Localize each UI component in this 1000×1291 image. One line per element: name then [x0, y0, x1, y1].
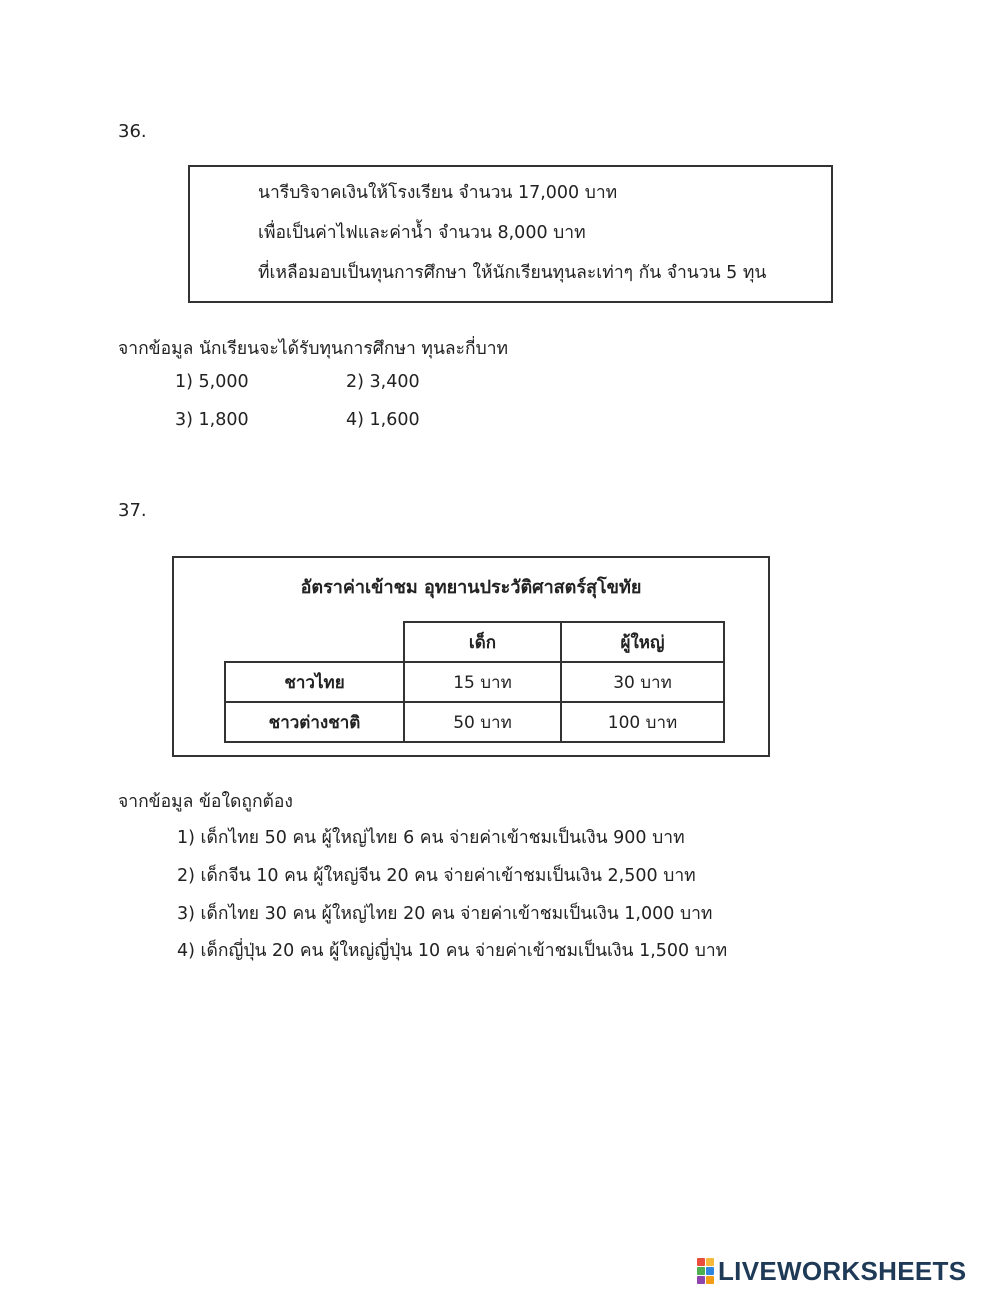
fee-cell-child: 15 บาท [404, 662, 561, 702]
logo-mark-tile [706, 1258, 714, 1266]
logo-mark-tile [706, 1276, 714, 1284]
logo-mark-tile [706, 1267, 714, 1275]
info-line-3: ที่เหลือมอบเป็นทุนการศึกษา ให้นักเรียนทุนละเท่าๆ กัน จำนวน 5 ทุน [258, 263, 767, 283]
info-line-2: เพื่อเป็นค่าไฟและค่าน้ำ จำนวน 8,000 บาท [258, 223, 586, 243]
question-36-info-box [188, 165, 833, 303]
question-36-number: 36. [118, 121, 147, 142]
fee-table-header-row [225, 622, 724, 662]
question-36-option-2: 2) 3,400 [346, 372, 420, 392]
fee-cell-adult: 100 บาท [561, 702, 724, 742]
fee-col-header-child: เด็ก [404, 622, 561, 662]
fee-table-title: อัตราค่าเข้าชม อุทยานประวัติศาสตร์สุโขทัย [300, 577, 642, 598]
liveworksheets-logo[interactable] [697, 1256, 966, 1286]
logo-mark-icon [697, 1258, 714, 1284]
logo-mark-tile [697, 1276, 705, 1284]
question-37-option-2: 2) เด็กจีน 10 คน ผู้ใหญ่จีน 20 คน จ่ายค่าเข้าชมเป็นเงิน 2,500 บาท [177, 866, 696, 886]
fee-cell-child: 50 บาท [404, 702, 561, 742]
question-37-prompt: จากข้อมูล ข้อใดถูกต้อง [118, 792, 293, 812]
question-37-number: 37. [118, 500, 147, 521]
fee-row-label: ชาวต่างชาติ [225, 702, 404, 742]
fee-table-row [225, 702, 724, 742]
question-36-option-1: 1) 5,000 [175, 372, 249, 392]
question-37-option-4: 4) เด็กญี่ปุ่น 20 คน ผู้ใหญ่ญี่ปุ่น 10 คน จ่ายค่าเข้าชมเป็นเงิน 1,500 บาท [177, 941, 728, 961]
question-37-info-box [172, 556, 770, 757]
question-37-option-1: 1) เด็กไทย 50 คน ผู้ใหญ่ไทย 6 คน จ่ายค่าเข้าชมเป็นเงิน 900 บาท [177, 828, 685, 848]
fee-table-corner [225, 622, 404, 662]
logo-mark-tile [697, 1258, 705, 1266]
fee-row-label: ชาวไทย [225, 662, 404, 702]
fee-col-header-adult: ผู้ใหญ่ [561, 622, 724, 662]
logo-text: LIVEWORKSHEETS [718, 1255, 967, 1286]
question-37-option-3: 3) เด็กไทย 30 คน ผู้ใหญ่ไทย 20 คน จ่ายค่าเข้าชมเป็นเงิน 1,000 บาท [177, 904, 713, 924]
question-36-prompt: จากข้อมูล นักเรียนจะได้รับทุนการศึกษา ทุนละกี่บาท [118, 339, 509, 359]
question-36-option-4: 4) 1,600 [346, 410, 420, 430]
fee-table [224, 621, 725, 743]
fee-table-row [225, 662, 724, 702]
fee-cell-adult: 30 บาท [561, 662, 724, 702]
logo-mark-tile [697, 1267, 705, 1275]
question-36-option-3: 3) 1,800 [175, 410, 249, 430]
info-line-1: นารีบริจาคเงินให้โรงเรียน จำนวน 17,000 บาท [258, 183, 618, 203]
